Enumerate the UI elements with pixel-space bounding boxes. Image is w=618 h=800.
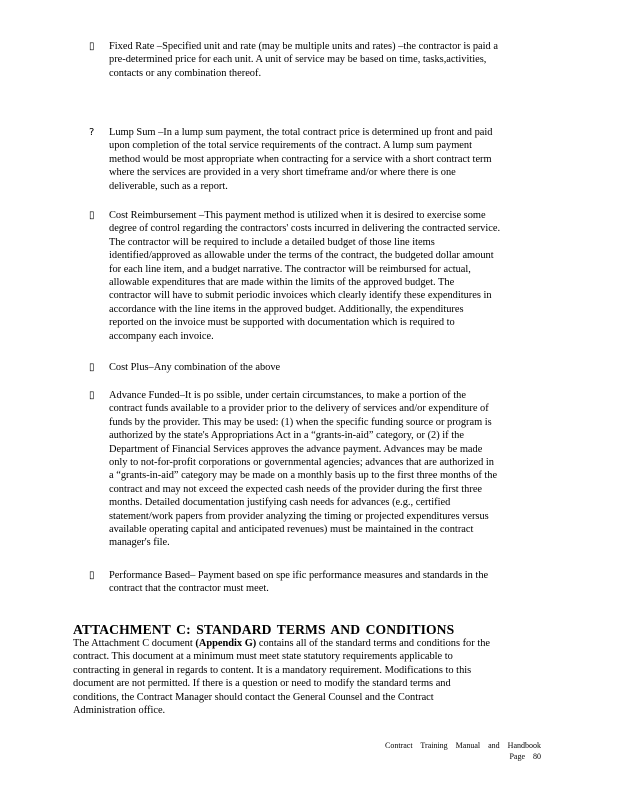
attachment-first-line: The Attachment C document (Appendix G) contains all of the standard terms and conditions for the	[73, 638, 491, 649]
bullet-text: Advance Funded–It is po ssible, under certain circumstances, to make a portion of the contract funds available to a provider prior to the delivery of services and/or expenditure of funds by the provider. This may be used: (1) when the specific funding source or program is authorized by the state's Appropriations Act in a “grants-in-aid” category, or (2) if the Department of Financial Services approves the advance payment. Advances may be made only to not-for-profit corporations or governmental agencies; advances that are authorized in a “grants-in-aid” category may be made on a monthly basis up to the first three months of the contract and may not exceed the expected cash needs of the provider during the first three months. Detailed documentation justifying cash needs for advances (e.g., certified statement/work papers from provider analyzing the timing or projected expenditures versus available operating capital and anticipated revenues) must be maintained in the contract manager's file.	[109, 390, 498, 549]
bullet-text: Cost Plus–Any combination of the above	[109, 362, 281, 373]
bullet-advance-funded	[89, 389, 552, 550]
bullet-text: Performance Based– Payment based on spe ific performance measures and standards in the contract that the contractor must meet.	[109, 570, 489, 595]
bullet-marker: ?	[89, 127, 95, 138]
bullet-cost-reimbursement	[89, 209, 552, 343]
bullet-cost-plus	[89, 361, 552, 374]
bullet-text: Cost Reimbursement –This payment method is utilized when it is desired to exercise some degree of control regarding the contractors' costs incurred in delivering the contracted service. The contractor will be required to include a detailed budget of those line items identified/approved as allowable under the terms of the contract, the budgeted dollar amount for each line item, and a budget narrative. The contractor will be reimbursed for actual, allowable expenditures that are made within the limits of the approved budget. The contractor will have to submit periodic invoices which clearly identify these expenditures in accordance with the line items in the approved budget. Additionally, the expenditures reported on the invoice must be supported with documentation which is required to accompany each invoice.	[109, 210, 501, 342]
attachment-heading: ATTACHMENT C: STANDARD TERMS AND CONDITIONS	[73, 622, 455, 637]
attachment-paragraph: The Attachment C document (Appendix G) contains all of the standard terms and conditions for the contract. This document at a minimum must meet state statutory requirements applicable to contracting in general in regards to content. It is a mandatory requirement. Modifications to this document are not permitted. If there is a question or need to modify the standard terms and conditions, the Contract Manager should contact the General Counsel and the Contract Administration office.	[73, 637, 553, 717]
bullet-marker: ▯	[89, 362, 95, 373]
bullet-marker: ▯	[89, 210, 95, 221]
bullet-marker: ▯	[89, 41, 95, 52]
bullet-text: Fixed Rate –Specified unit and rate (may be multiple units and rates) –the contractor is paid a pre-determined price for each unit. A unit of service may be based on time, tasks,activities, contacts or any combination thereof.	[109, 41, 498, 79]
bullet-performance-based	[89, 569, 552, 596]
appendix-reference: (Appendix G)	[195, 638, 257, 649]
page-number: Page 80	[509, 752, 541, 761]
bullet-lump-sum	[89, 126, 552, 193]
bullet-marker: ▯	[89, 570, 95, 581]
bullet-marker: ▯	[89, 390, 95, 401]
bullet-text: Lump Sum –In a lump sum payment, the total contract price is determined up front and paid upon completion of the total service requirements of the contract. A lump sum payment method would be most appropriate when contracting for a service with a short contract term where the services are provided in a very short timeframe and/or where there is one deliverable, such as a report.	[109, 127, 493, 192]
footer-title: Contract Training Manual and Handbook	[385, 741, 541, 750]
page-footer	[385, 740, 541, 762]
bullet-fixed-rate	[89, 40, 552, 80]
